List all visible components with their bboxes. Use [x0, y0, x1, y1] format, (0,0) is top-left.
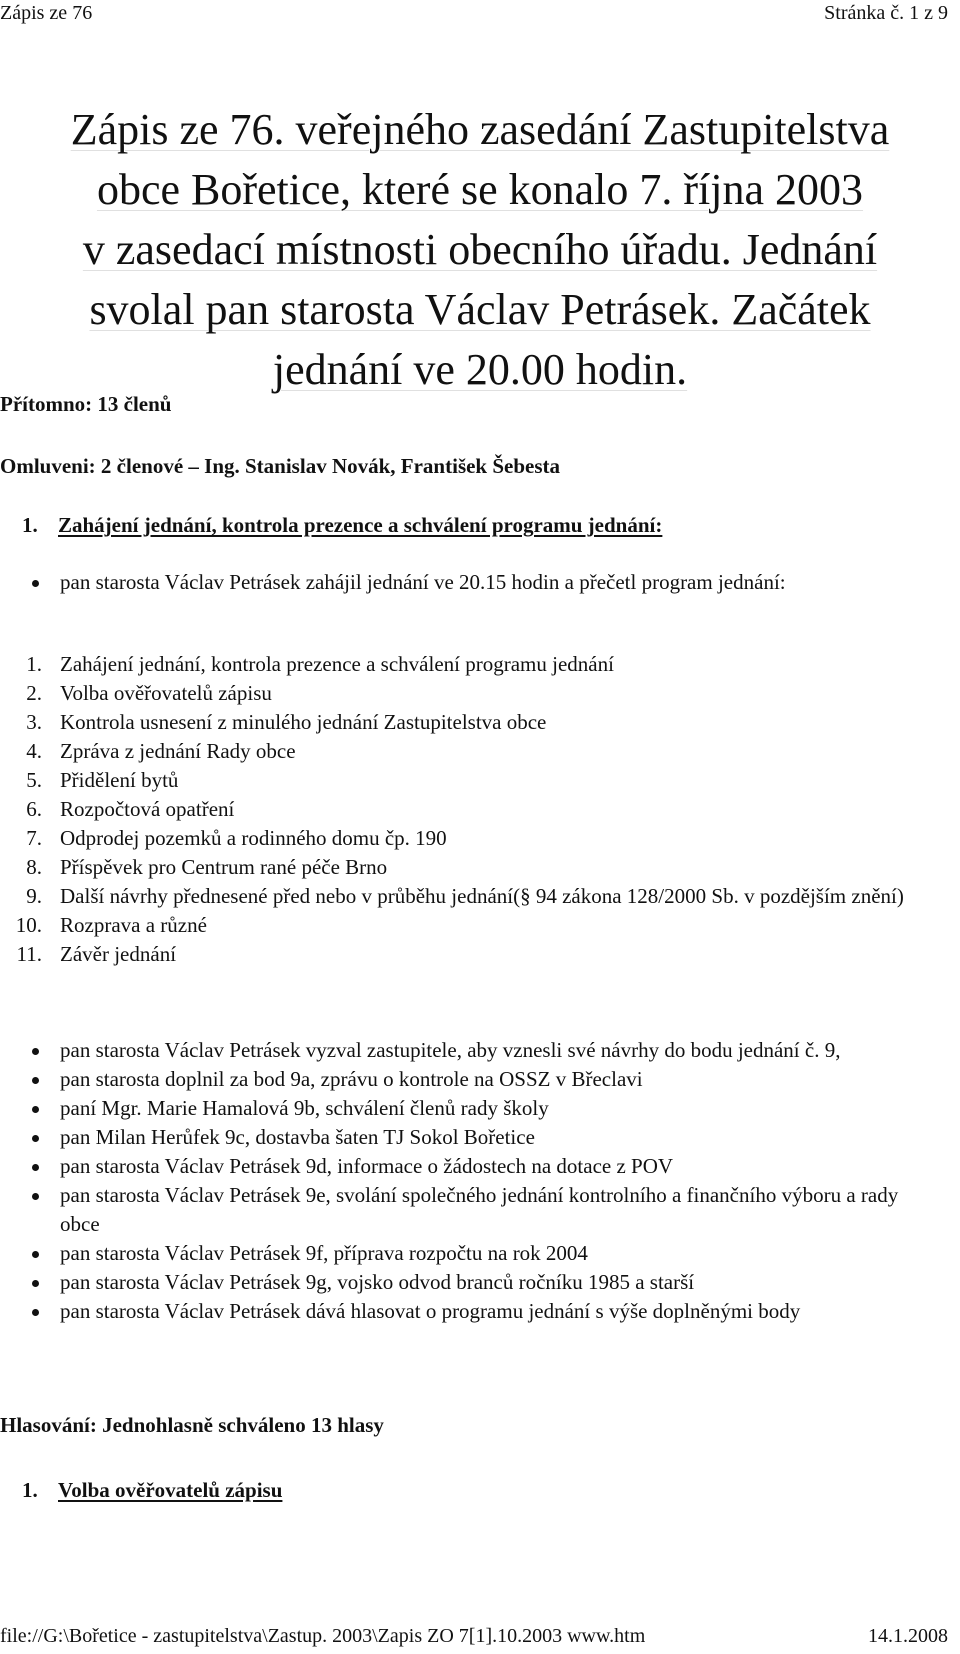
- list-item: pan starosta doplnil za bod 9a, zprávu o kontrole na OSSZ v Břeclavi: [0, 1065, 920, 1094]
- program-item: [0, 737, 920, 766]
- program-list: [0, 650, 960, 969]
- section-number: 1.: [22, 513, 38, 537]
- page-header-title: Zápis ze 76: [0, 2, 93, 24]
- item-number: 1.: [26, 652, 42, 676]
- item-number: 5.: [26, 768, 42, 792]
- vote-result: Hlasování: Jednohlasně schváleno 13 hlasy: [0, 1413, 384, 1437]
- item-number: 9.: [26, 884, 42, 908]
- section-number: 1.: [22, 1478, 38, 1502]
- section-heading-verifiers: [22, 1478, 282, 1503]
- attendance-excused: Omluveni: 2 členové – Ing. Stanislav Novák, František Šebesta: [0, 454, 561, 478]
- list-item: pan starosta Václav Petrásek zahájil jednání ve 20.15 hodin a přečetl program jednání:: [0, 568, 920, 597]
- item-number: 3.: [26, 710, 42, 734]
- program-item: [0, 824, 920, 853]
- item-number: 10.: [15, 913, 42, 937]
- proposals-bullet-list: [0, 1036, 960, 1326]
- list-item: pan starosta Václav Petrásek 9e, svolání společného jednání kontrolního a finančního výboru a rady obce: [0, 1181, 920, 1239]
- program-item: [0, 795, 920, 824]
- item-text: Příspěvek pro Centrum rané péče Brno: [60, 855, 388, 879]
- item-number: 2.: [26, 681, 42, 705]
- item-text: Rozpočtová opatření: [60, 797, 235, 821]
- program-item: [0, 882, 920, 911]
- item-number: 8.: [26, 855, 42, 879]
- section-title: Volba ověřovatelů zápisu: [58, 1478, 283, 1502]
- program-item: [0, 708, 920, 737]
- document-title: [0, 100, 960, 400]
- footer-date: 14.1.2008: [868, 1625, 948, 1647]
- attendance-present: Přítomno: 13 členů: [0, 392, 172, 416]
- list-item: pan Milan Herůfek 9c, dostavba šaten TJ Sokol Bořetice: [0, 1123, 920, 1152]
- program-item: [0, 940, 920, 969]
- section-heading-opening: [22, 513, 662, 538]
- section-title: Zahájení jednání, kontrola prezence a schválení programu jednání:: [58, 513, 663, 537]
- program-item: [0, 766, 920, 795]
- footer-file-path: file://G:\Bořetice - zastupitelstva\Zastup. 2003\Zapis ZO 7[1].10.2003 www.htm: [0, 1625, 646, 1647]
- item-number: 6.: [26, 797, 42, 821]
- title-line: obce Bořetice, které se konalo 7. října 2003: [96, 165, 864, 214]
- list-item: pan starosta Václav Petrásek dává hlasovat o programu jednání s výše doplněnými body: [0, 1297, 920, 1326]
- list-item: pan starosta Václav Petrásek 9f, příprava rozpočtu na rok 2004: [0, 1239, 920, 1268]
- item-text: Závěr jednání: [60, 942, 177, 966]
- item-text: Přidělení bytů: [60, 768, 179, 792]
- program-item: [0, 679, 920, 708]
- list-item: pan starosta Václav Petrásek 9d, informace o žádostech na dotace z POV: [0, 1152, 920, 1181]
- list-item: pan starosta Václav Petrásek vyzval zastupitele, aby vznesli své návrhy do bodu jednání č. 9,: [0, 1036, 920, 1065]
- item-text: Zahájení jednání, kontrola prezence a schválení programu jednání: [60, 652, 614, 676]
- page-number: Stránka č. 1 z 9: [824, 2, 948, 24]
- program-item: [0, 650, 920, 679]
- list-item: pan starosta Václav Petrásek 9g, vojsko odvod branců ročníku 1985 a starší: [0, 1268, 920, 1297]
- title-line: Zápis ze 76. veřejného zasedání Zastupitelstva: [70, 105, 890, 154]
- item-text: Volba ověřovatelů zápisu: [60, 681, 272, 705]
- item-number: 4.: [26, 739, 42, 763]
- item-text: Odprodej pozemků a rodinného domu čp. 190: [60, 826, 447, 850]
- title-line: svolal pan starosta Václav Petrásek. Začátek: [89, 285, 871, 334]
- program-item: [0, 911, 920, 940]
- item-text: Rozprava a různé: [60, 913, 207, 937]
- title-line: jednání ve 20.00 hodin.: [272, 345, 688, 394]
- item-text: Kontrola usnesení z minulého jednání Zastupitelstva obce: [60, 710, 547, 734]
- list-item: paní Mgr. Marie Hamalová 9b, schválení členů rady školy: [0, 1094, 920, 1123]
- title-line: v zasedací místnosti obecního úřadu. Jednání: [82, 225, 878, 274]
- item-number: 7.: [26, 826, 42, 850]
- item-number: 11.: [16, 942, 42, 966]
- item-text: Další návrhy přednesené před nebo v průběhu jednání(§ 94 zákona 128/2000 Sb. v pozdějším znění): [60, 884, 904, 908]
- program-item: [0, 853, 920, 882]
- intro-bullet-list: [0, 568, 960, 597]
- item-text: Zpráva z jednání Rady obce: [60, 739, 296, 763]
